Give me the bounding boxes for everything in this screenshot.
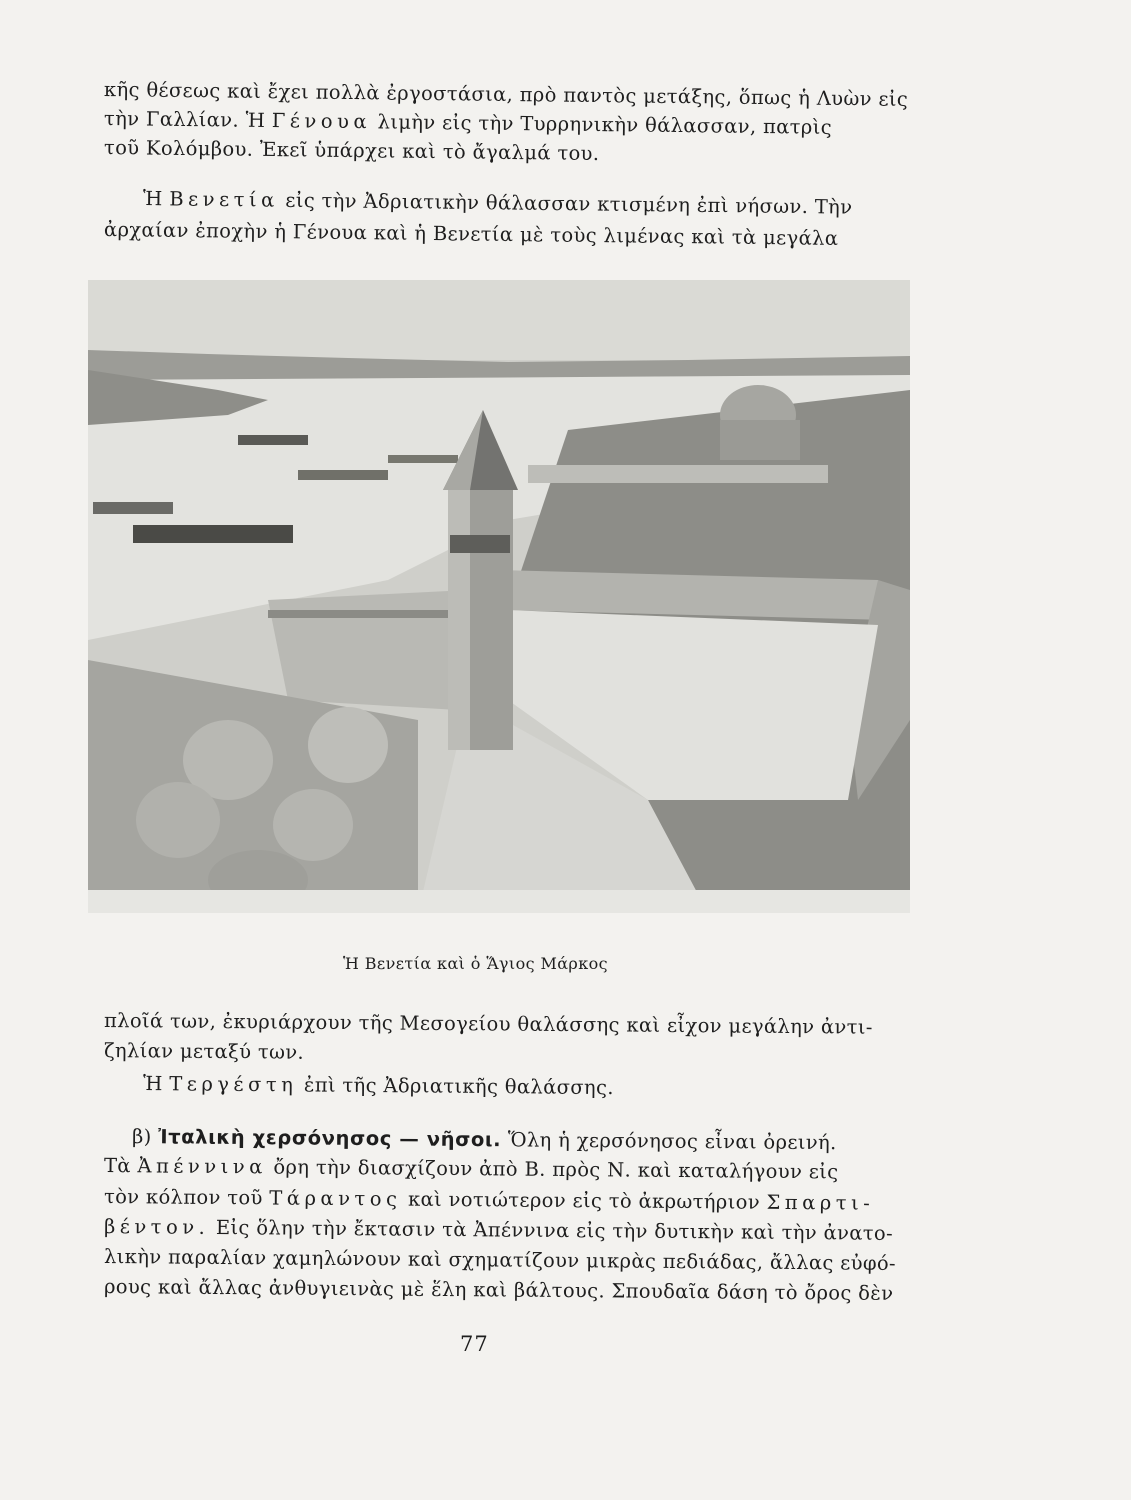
text-line (104, 1038, 304, 1066)
text: τοῦ Κολόμβου. Ἐκεῖ ὑπάρχει καὶ τὸ ἄγαλμά του. (103, 136, 600, 166)
text-line (104, 1184, 875, 1217)
page-number: 77 (460, 1332, 489, 1356)
text: β) (131, 1125, 152, 1149)
text: εἰς τὴν Ἀδριατικὴν θάλασσαν κτισμένη ἐπὶ νήσων. Τὴν (285, 188, 853, 219)
section-heading: Ἰταλικὴ χερσόνησος — νῆσοι. (158, 1125, 502, 1152)
text-line (104, 1244, 896, 1277)
emphasis-text: Τάραντος (269, 1186, 402, 1211)
text: ζηλίαν μεταξύ των. (103, 1039, 305, 1064)
text: τὸν κόλπον τοῦ (103, 1185, 263, 1210)
text: Τὰ (103, 1154, 131, 1178)
text: ἀρχαίαν ἐποχὴν ἡ Γένουα καὶ ἡ Βενετία μὲ τοὺς λιμένας καὶ τὰ μεγάλα (103, 218, 839, 250)
text-line (104, 1274, 894, 1307)
text: λιμὴν εἰς τὴν Τυρρηνικὴν θάλασσαν, πατρὶς (377, 110, 833, 139)
text-line (104, 1153, 839, 1185)
text: πλοῖά των, ἐκυριάρχουν τῆς Μεσογείου θαλάσσης καὶ εἶχον μεγάλην ἀντι- (103, 1009, 873, 1039)
emphasis-text: Σπαρτι- (766, 1190, 875, 1215)
text: Ἡ (142, 187, 163, 211)
text-line (143, 1071, 614, 1101)
text-line (143, 186, 853, 221)
text: κῆς θέσεως καὶ ἔχει πολλὰ ἐργοστάσια, πρὸ παντὸς μετάξης, ὅπως ἡ Λυὼν εἰς (103, 78, 909, 111)
text-line (104, 1214, 893, 1247)
text-line (104, 217, 839, 252)
text-line (104, 135, 600, 167)
text-line (132, 1124, 837, 1156)
text: τὴν Γαλλίαν. Ἡ (103, 107, 266, 132)
text: ρους καὶ ἄλλας ἀνθυγιεινὰς μὲ ἕλη καὶ βάλτους. Σπουδαῖα δάση τὸ ὄρος δὲν (103, 1275, 894, 1305)
emphasis-text: βέντον. (103, 1215, 210, 1239)
emphasis-text: Τεργέστη (169, 1072, 298, 1097)
text: λικὴν παραλίαν χαμηλώνουν καὶ σχηματίζουν μικρὰς πεδιάδας, ἄλλας εὐφό- (103, 1245, 897, 1275)
text: ἐπὶ τῆς Ἀδριατικῆς θαλάσσης. (303, 1073, 614, 1100)
text: Ἡ (142, 1072, 163, 1096)
emphasis-text: Γένουα (271, 109, 372, 134)
text: καὶ νοτιώτερον εἰς τὸ ἀκρωτήριον (407, 1187, 761, 1214)
text-line (104, 1008, 873, 1041)
photo-caption: Ἡ Βενετία καὶ ὁ Ἅγιος Μάρκος (343, 954, 609, 973)
text: Εἰς ὅλην τὴν ἔκτασιν τὰ Ἀπέννινα εἰς τὴν δυτικὴν καὶ τὴν ἀνατο- (215, 1215, 894, 1245)
emphasis-text: Βενετία (169, 187, 279, 212)
venice-photo (88, 280, 910, 913)
emphasis-text: Ἀπέννινα (137, 1154, 267, 1179)
text: Ὅλη ἡ χερσόνησος εἶναι ὀρεινή. (507, 1128, 837, 1155)
text: ὄρη τὴν διασχίζουν ἀπὸ Β. πρὸς Ν. καὶ καταλήγουν εἰς (273, 1155, 839, 1184)
